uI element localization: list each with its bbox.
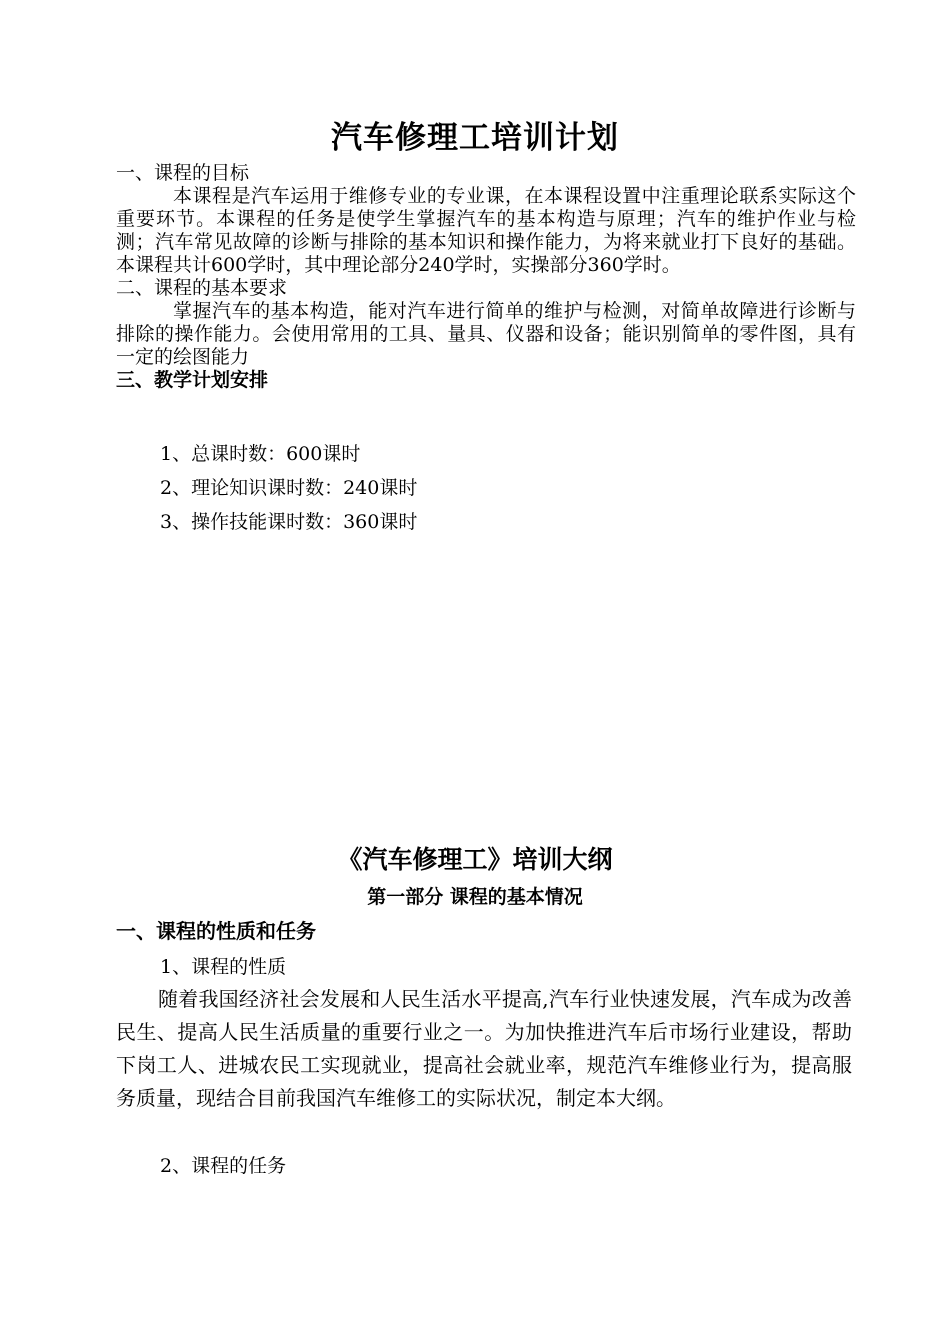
schedule-heading: 三、教学计划安排	[116, 369, 269, 391]
goal-paragraph: 本课程是汽车运用于维修专业的专业课，在本课程设置中注重理论联系实际这个重要环节。本课程的任务是使学生掌握汽车的基本构造与原理；汽车的维护作业与检测；汽车常见故障的诊断与排除的基本知识和操作能力，为将来就业打下良好的基础。本课程共计600学时，其中理论部分240学时，实操部分360学时。	[116, 185, 856, 276]
goal-heading: 一、课程的目标	[116, 162, 250, 184]
nature-subheading: 1、课程的性质	[160, 956, 287, 978]
requirements-paragraph: 掌握汽车的基本构造，能对汽车进行简单的维护与检测，对简单故障进行诊断与排除的操作能力。会使用常用的工具、量具、仪器和设备；能识别简单的零件图，具有一定的绘图能力	[116, 300, 856, 368]
requirements-heading: 二、课程的基本要求	[116, 277, 288, 299]
nature-paragraph: 随着我国经济社会发展和人民生活水平提高,汽车行业快速发展，汽车成为改善民生、提高人民生活质量的重要行业之一。为加快推进汽车后市场行业建设，帮助下岗工人、进城农民工实现就业，提高社会就业率，规范汽车维修业行为，提高服务质量，现结合目前我国汽车维修工的实际状况，制定本大纲。	[116, 987, 852, 1110]
nature-task-heading: 一、课程的性质和任务	[116, 919, 316, 943]
hours-list-item: 3、操作技能课时数：360课时	[160, 511, 418, 533]
hours-list-item: 1、总课时数：600课时	[160, 443, 361, 465]
hours-list-item: 2、理论知识课时数：240课时	[160, 477, 418, 499]
plan-body	[116, 162, 856, 392]
outline-title: 《汽车修理工》培训大纲	[337, 845, 613, 874]
plan-title: 汽车修理工培训计划	[331, 120, 619, 156]
task-subheading: 2、课程的任务	[160, 1155, 287, 1177]
outline-subtitle: 第一部分 课程的基本情况	[367, 886, 583, 908]
